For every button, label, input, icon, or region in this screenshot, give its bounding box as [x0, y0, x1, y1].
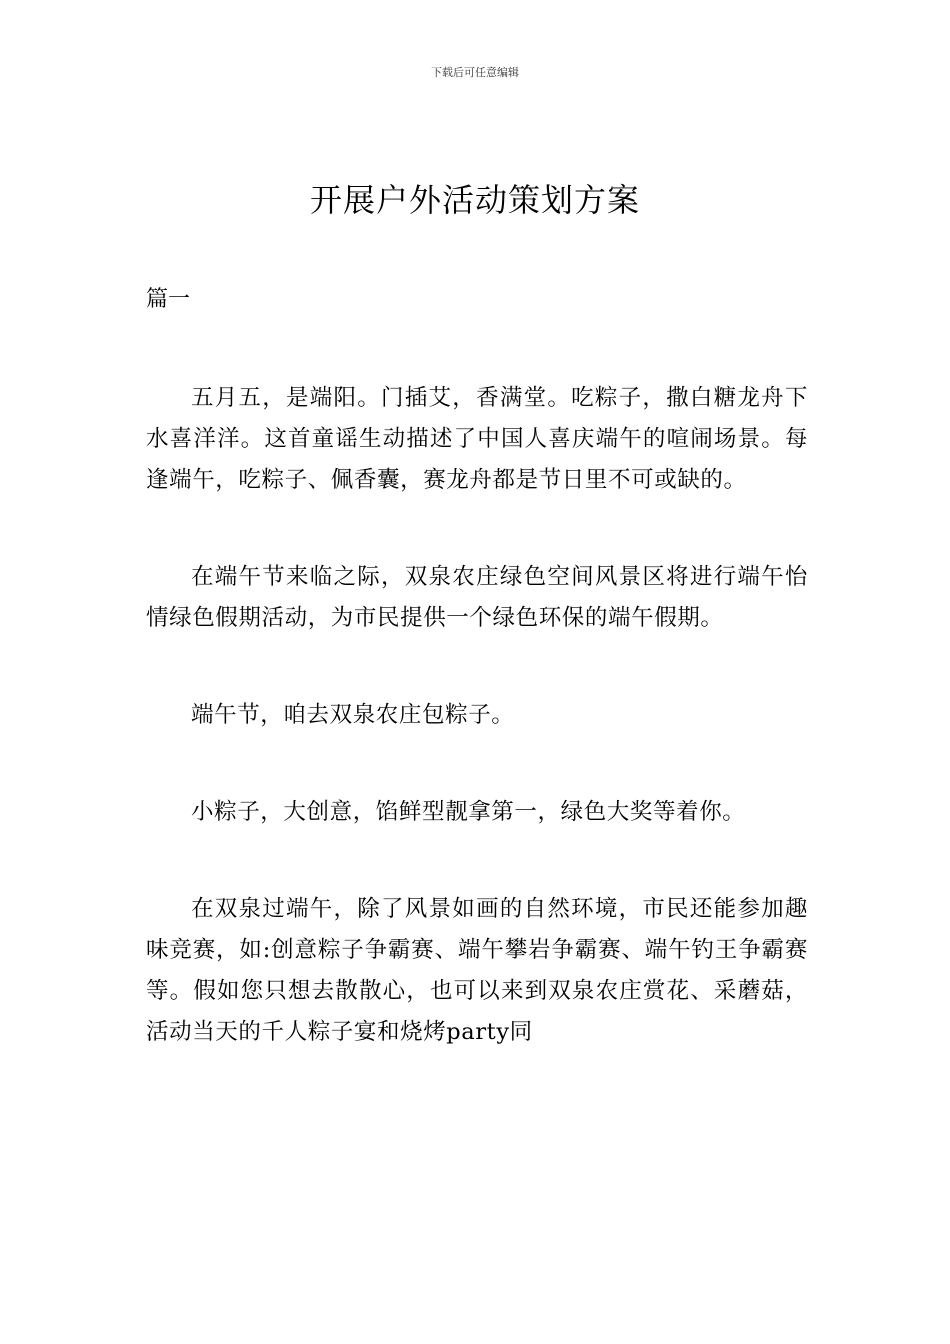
section-label: 篇一	[146, 287, 191, 312]
paragraph-2: 在端午节来临之际，双泉农庄绿色空间风景区将进行端午怡情绿色假期活动，为市民提供一个绿色环保的端午假期。	[146, 564, 808, 631]
header-note: 下载后可任意编辑	[431, 66, 519, 79]
paragraph-3: 端午节，咱去双泉农庄包粽子。	[191, 702, 515, 728]
paragraph-1: 五月五，是端阳。门插艾，香满堂。吃粽子，撒白糖龙舟下水喜洋洋。这首童谣生动描述了中国人喜庆端午的喧闹场景。每逢端午，吃粽子、佩香囊，赛龙舟都是节日里不可或缺的。	[146, 385, 808, 493]
document-body	[146, 378, 808, 1109]
paragraph-5: 在双泉过端午，除了风景如画的自然环境，市民还能参加趣味竞赛，如:创意粽子争霸赛、端午攀岩争霸赛、端午钓王争霸赛等。假如您只想去散散心，也可以来到双泉农庄赏花、采蘑菇，活动当天的千人粽子宴和烧烤party同	[146, 896, 808, 1045]
paragraph-4: 小粽子，大创意，馅鲜型靓拿第一，绿色大奖等着你。	[191, 799, 746, 825]
document-title: 开展户外活动策划方案	[309, 181, 640, 219]
